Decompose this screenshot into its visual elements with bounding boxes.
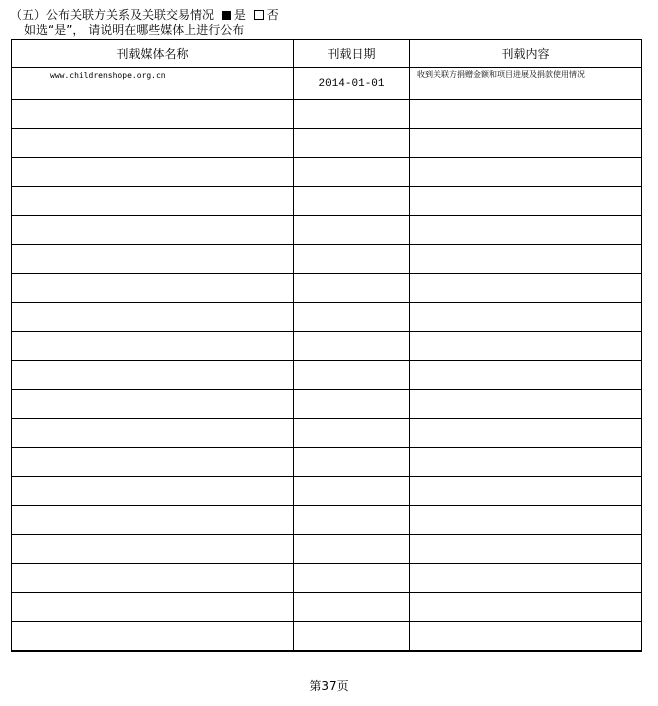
media-name-cell[interactable] <box>12 419 294 448</box>
media-name-cell[interactable] <box>12 506 294 535</box>
disclosure-question <box>10 8 279 22</box>
media-name-cell[interactable] <box>12 593 294 622</box>
media-name-cell[interactable] <box>12 216 294 245</box>
content-cell[interactable] <box>410 622 642 652</box>
date-cell[interactable] <box>294 100 410 129</box>
table-row-empty <box>12 158 642 187</box>
table-row-empty <box>12 535 642 564</box>
content-cell[interactable] <box>410 129 642 158</box>
content-cell[interactable] <box>410 216 642 245</box>
column-header-date: 刊载日期 <box>294 40 410 68</box>
table-row-empty <box>12 419 642 448</box>
table-header-row <box>12 40 642 68</box>
date-cell[interactable] <box>294 564 410 593</box>
date-cell[interactable] <box>294 622 410 652</box>
media-name-cell[interactable] <box>12 622 294 652</box>
media-disclosure-table <box>11 39 642 652</box>
content-cell[interactable] <box>410 564 642 593</box>
table-row-empty <box>12 477 642 506</box>
table-row-empty <box>12 303 642 332</box>
date-cell: 2014-01-01 <box>294 68 410 100</box>
table-row-empty <box>12 622 642 652</box>
media-name-cell[interactable] <box>12 535 294 564</box>
page-number: 第37页 <box>309 679 349 693</box>
content-cell[interactable] <box>410 535 642 564</box>
disclosure-instruction: 如选“是”， 请说明在哪些媒体上进行公布 <box>24 23 245 37</box>
content-cell[interactable] <box>410 361 642 390</box>
table-row-empty <box>12 332 642 361</box>
date-cell[interactable] <box>294 448 410 477</box>
date-cell[interactable] <box>294 361 410 390</box>
date-cell[interactable] <box>294 274 410 303</box>
date-cell[interactable] <box>294 593 410 622</box>
table-row-empty <box>12 361 642 390</box>
media-name-cell[interactable] <box>12 274 294 303</box>
date-cell[interactable] <box>294 419 410 448</box>
content-cell[interactable] <box>410 332 642 361</box>
table-row-empty <box>12 564 642 593</box>
media-name-cell[interactable] <box>12 390 294 419</box>
content-cell[interactable] <box>410 506 642 535</box>
content-cell[interactable] <box>410 158 642 187</box>
table-row-empty <box>12 390 642 419</box>
table-row-empty <box>12 506 642 535</box>
date-cell[interactable] <box>294 187 410 216</box>
content-cell[interactable] <box>410 390 642 419</box>
column-header-content: 刊载内容 <box>410 40 642 68</box>
content-cell[interactable] <box>410 187 642 216</box>
media-name-cell[interactable] <box>12 448 294 477</box>
date-cell[interactable] <box>294 216 410 245</box>
table-row-empty <box>12 245 642 274</box>
media-name-cell[interactable] <box>12 361 294 390</box>
content-cell[interactable] <box>410 303 642 332</box>
table-row-empty <box>12 129 642 158</box>
content-cell[interactable] <box>410 593 642 622</box>
content-cell[interactable] <box>410 419 642 448</box>
date-cell[interactable] <box>294 332 410 361</box>
content-cell[interactable] <box>410 245 642 274</box>
media-name-cell[interactable] <box>12 100 294 129</box>
date-cell[interactable] <box>294 390 410 419</box>
table-row-empty <box>12 100 642 129</box>
yes-label: 是 <box>233 8 246 22</box>
media-name-cell[interactable] <box>12 477 294 506</box>
content-cell[interactable] <box>410 100 642 129</box>
date-cell[interactable] <box>294 506 410 535</box>
table-row-empty <box>12 448 642 477</box>
media-name-cell[interactable] <box>12 332 294 361</box>
table-body <box>12 68 642 652</box>
table-row-empty <box>12 216 642 245</box>
date-cell[interactable] <box>294 129 410 158</box>
no-label: 否 <box>266 8 279 22</box>
content-cell[interactable] <box>410 274 642 303</box>
content-cell[interactable] <box>410 448 642 477</box>
content-cell[interactable] <box>410 477 642 506</box>
date-cell[interactable] <box>294 245 410 274</box>
media-name-cell[interactable] <box>12 187 294 216</box>
media-name-cell[interactable] <box>12 564 294 593</box>
date-cell[interactable] <box>294 158 410 187</box>
table-row <box>12 68 642 100</box>
table-row-empty <box>12 274 642 303</box>
no-checkbox-unchecked[interactable] <box>254 10 264 20</box>
media-name-cell[interactable] <box>12 129 294 158</box>
media-name-cell[interactable] <box>12 303 294 332</box>
content-cell: 收到关联方捐赠金额和项目进展及捐款使用情况 <box>410 68 642 100</box>
media-name-cell: www.childrenshope.org.cn <box>12 68 294 100</box>
disclosure-question-text: （五）公布关联方关系及关联交易情况 <box>10 8 215 22</box>
yes-checkbox-checked[interactable] <box>222 11 231 20</box>
table-row-empty <box>12 187 642 216</box>
media-name-cell[interactable] <box>12 158 294 187</box>
table-row-empty <box>12 593 642 622</box>
media-name-cell[interactable] <box>12 245 294 274</box>
date-cell[interactable] <box>294 477 410 506</box>
column-header-media-name: 刊载媒体名称 <box>12 40 294 68</box>
date-cell[interactable] <box>294 535 410 564</box>
date-cell[interactable] <box>294 303 410 332</box>
